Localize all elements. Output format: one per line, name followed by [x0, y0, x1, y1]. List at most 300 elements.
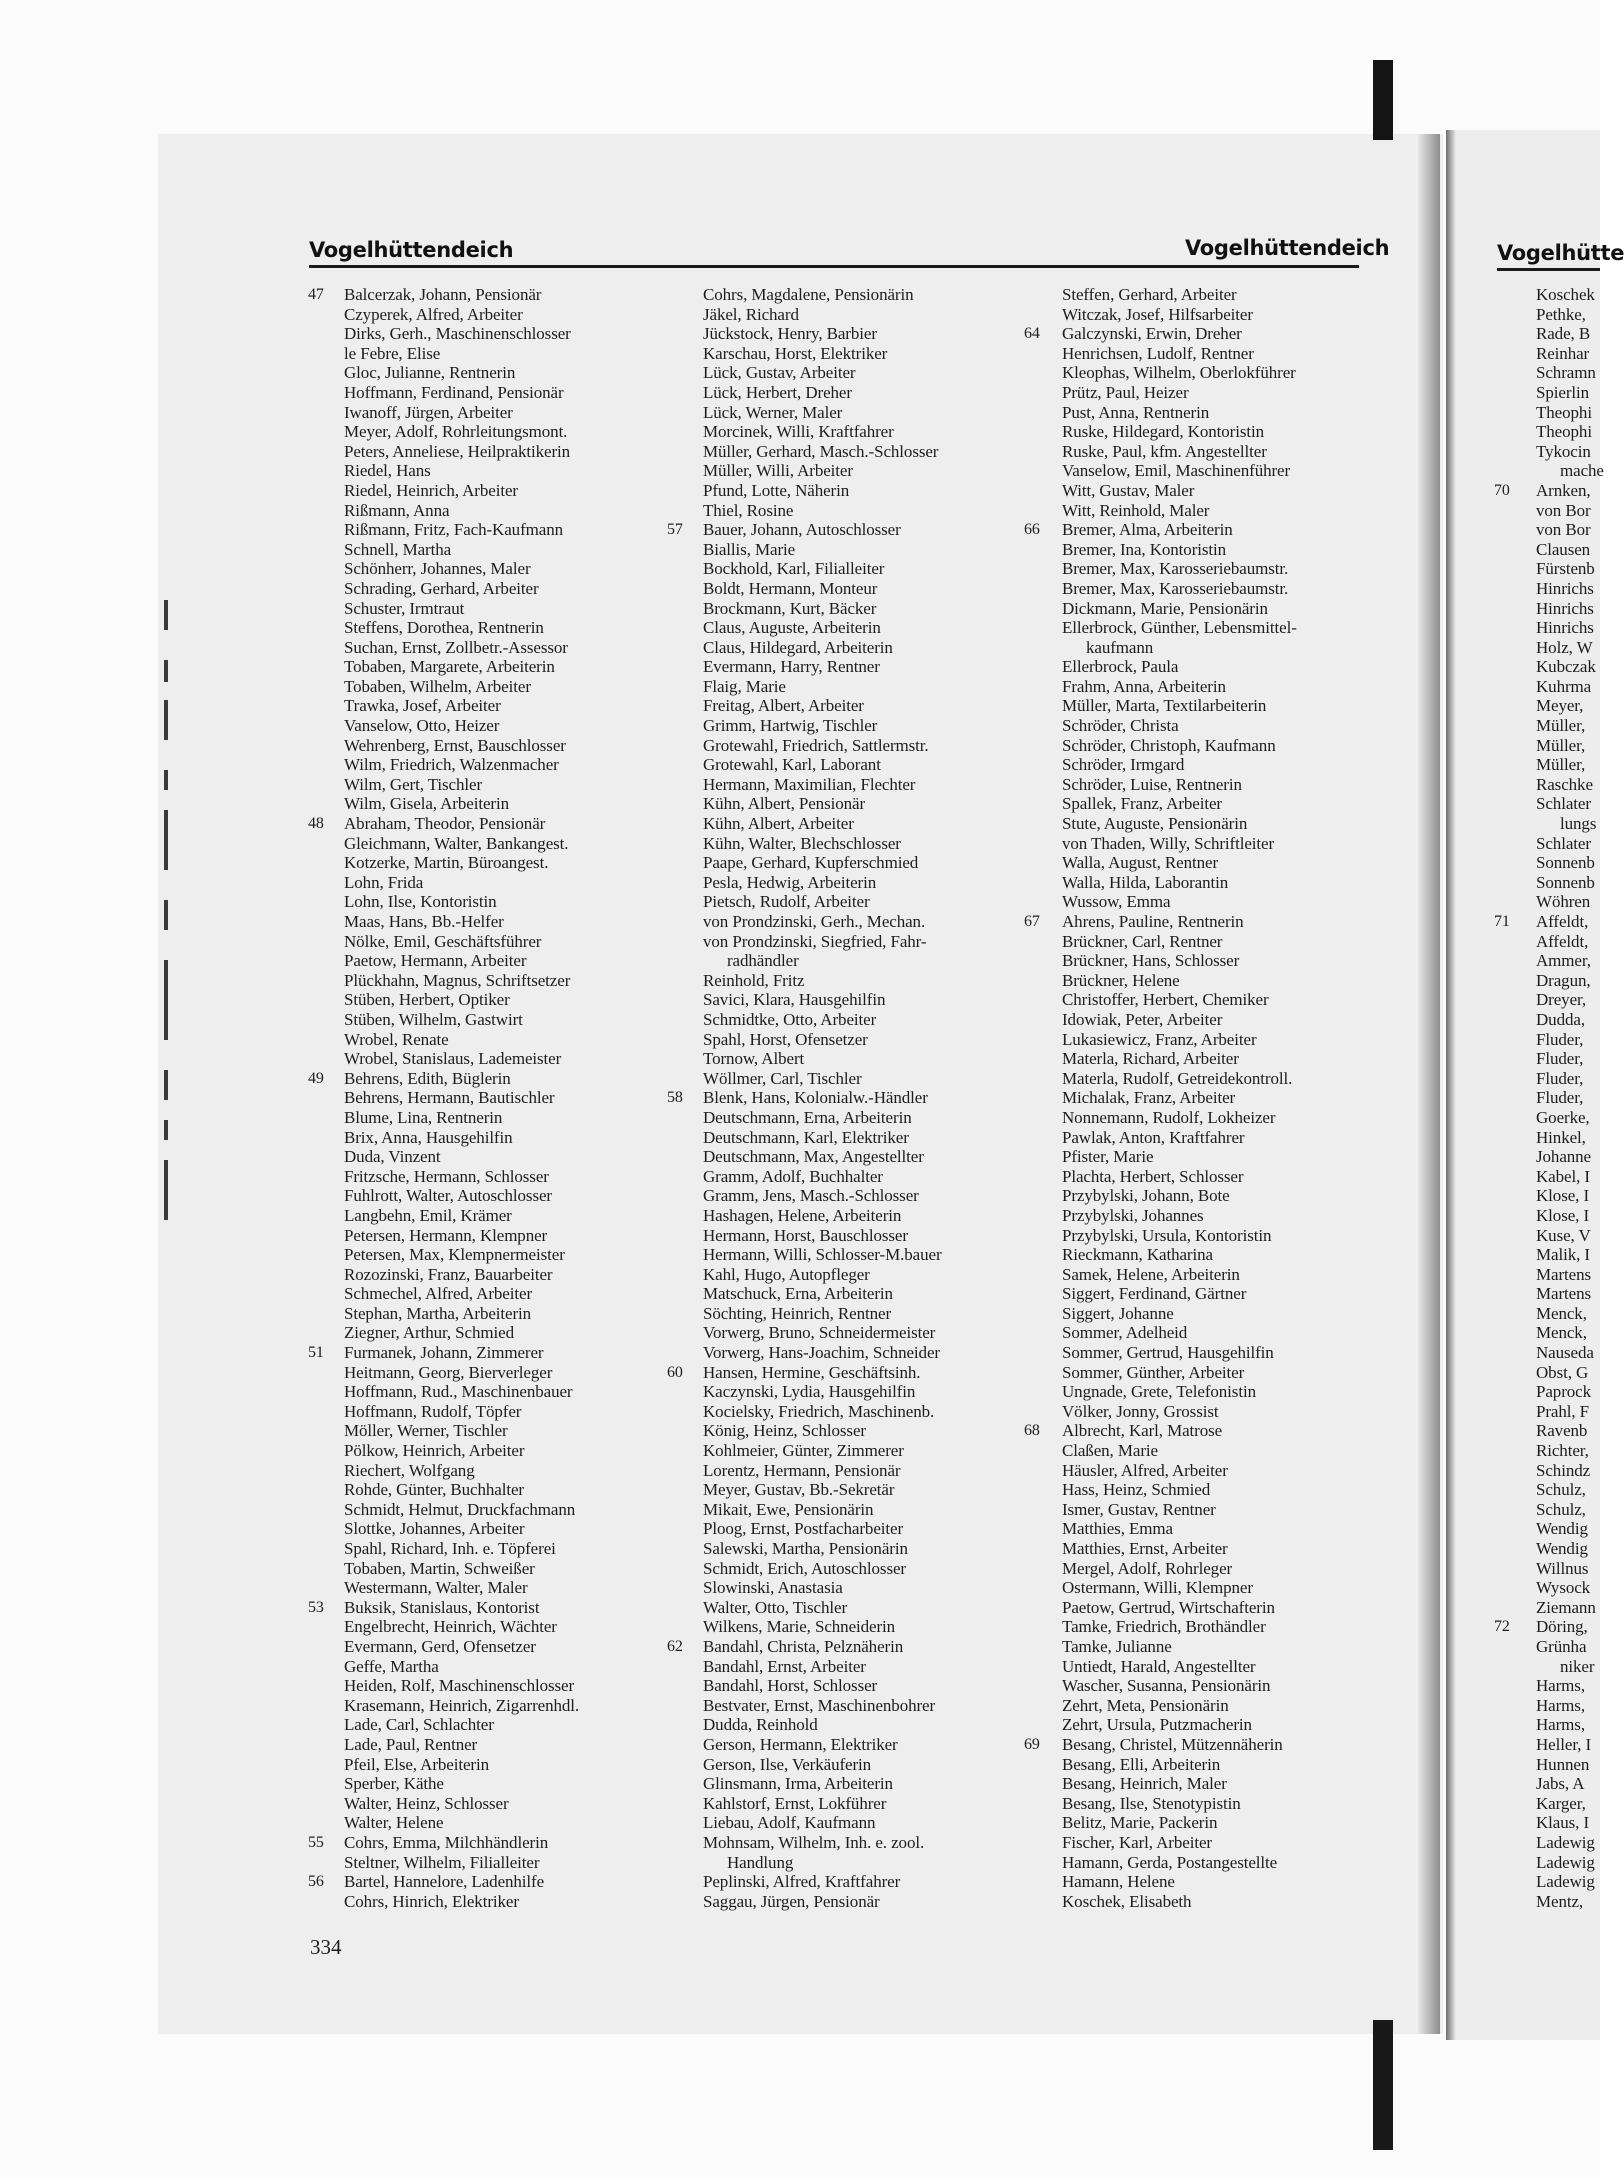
page-number: 334 [310, 1935, 342, 1959]
resident-text: Fluder, [1536, 1049, 1584, 1069]
resident-text: Bandahl, Christa, Pelznäherin [703, 1636, 904, 1656]
resident-text: Dudda, Reinhold [703, 1715, 818, 1735]
resident-text: Glinsmann, Irma, Arbeiterin [703, 1774, 893, 1794]
resident-text: Rißmann, Anna [344, 500, 450, 520]
house-number: 49 [308, 1069, 324, 1087]
resident-text: Engelbrecht, Heinrich, Wächter [344, 1617, 557, 1637]
resident-text: Koschek [1536, 285, 1595, 304]
resident-text: Bremer, Max, Karosseriebaumstr. [1062, 559, 1289, 579]
resident-text: Spierlin [1536, 382, 1590, 402]
resident-text: Riedel, Heinrich, Arbeiter [344, 480, 518, 500]
resident-text: Affeldt, [1536, 931, 1589, 951]
resident-text: Blume, Lina, Rentnerin [344, 1107, 503, 1127]
resident-text: Walter, Helene [344, 1813, 444, 1833]
resident-text: Ploog, Ernst, Postfacharbeiter [703, 1519, 904, 1539]
resident-text: Wussow, Emma [1062, 892, 1171, 912]
resident-text: von Prondzinski, Siegfried, Fahr- [703, 931, 927, 951]
resident-text: Söchting, Heinrich, Rentner [703, 1303, 892, 1323]
resident-text: Gloc, Julianne, Rentnerin [344, 363, 516, 383]
house-number: 51 [308, 1344, 324, 1362]
resident-text: Sonnenb [1536, 872, 1595, 892]
resident-text: Walla, Hilda, Laborantin [1062, 872, 1229, 892]
resident-text: Rieckmann, Katharina [1062, 1245, 1213, 1265]
resident-text: Siggert, Ferdinand, Gärtner [1062, 1284, 1247, 1304]
resident-text: kaufmann [1086, 637, 1154, 657]
resident-text: Reinhold, Fritz [703, 970, 805, 990]
resident-text: Kotzerke, Martin, Büroangest. [344, 853, 549, 873]
resident-text: Schulz, [1536, 1480, 1586, 1500]
house-number: 64 [1024, 325, 1040, 343]
resident-text: Besang, Heinrich, Maler [1062, 1774, 1227, 1794]
header-rule [309, 265, 1359, 268]
resident-text: Ellerbrock, Günther, Lebensmittel- [1062, 618, 1297, 638]
resident-text: Petersen, Hermann, Klempner [344, 1225, 548, 1245]
resident-text: Müller, Gerhard, Masch.-Schlosser [703, 441, 939, 461]
resident-text: Bremer, Max, Karosseriebaumstr. [1062, 578, 1289, 598]
house-number: 48 [308, 815, 324, 833]
resident-text: Bandahl, Horst, Schlosser [703, 1676, 878, 1696]
resident-text: Fürstenb [1536, 559, 1595, 579]
resident-text: Ismer, Gustav, Rentner [1062, 1499, 1216, 1519]
resident-text: Klaus, I [1536, 1813, 1590, 1833]
resident-text: Klose, I [1536, 1186, 1590, 1206]
resident-text: Müller, Marta, Textilarbeiterin [1062, 696, 1267, 716]
resident-text: Steffen, Gerhard, Arbeiter [1062, 285, 1237, 304]
resident-text: Ungnade, Grete, Telefonistin [1062, 1382, 1256, 1402]
resident-text: Schröder, Christa [1062, 716, 1179, 736]
resident-text: Kühn, Albert, Pensionär [703, 794, 866, 814]
resident-text: Clausen [1536, 539, 1591, 559]
resident-text: Wilkens, Marie, Schneiderin [703, 1617, 896, 1637]
resident-text: Prahl, F [1536, 1401, 1590, 1421]
resident-text: Schmechel, Alfred, Arbeiter [344, 1284, 533, 1304]
resident-text: Jabs, A [1536, 1774, 1585, 1794]
resident-text: Tobaben, Wilhelm, Arbeiter [344, 676, 531, 696]
house-number: 62 [667, 1637, 683, 1655]
resident-text: Materla, Richard, Arbeiter [1062, 1049, 1239, 1069]
resident-text: Hinrichs [1536, 598, 1594, 618]
resident-text: Langbehn, Emil, Krämer [344, 1205, 512, 1225]
resident-text: Pesla, Hedwig, Arbeiterin [703, 872, 877, 892]
resident-text: Kubczak [1536, 657, 1596, 677]
resident-text: Biallis, Marie [703, 539, 796, 559]
resident-text: Frahm, Anna, Arbeiterin [1062, 676, 1226, 696]
resident-text: Fluder, [1536, 1088, 1584, 1108]
resident-text: Malik, I [1536, 1245, 1590, 1265]
resident-text: Wilm, Gert, Tischler [344, 774, 483, 794]
resident-text: Henrichsen, Ludolf, Rentner [1062, 343, 1254, 363]
resident-text: Harms, [1536, 1695, 1585, 1715]
resident-text: Schröder, Irmgard [1062, 755, 1185, 775]
resident-text: Meyer, [1536, 696, 1584, 716]
house-number: 68 [1024, 1422, 1040, 1440]
resident-text: Gramm, Jens, Masch.-Schlosser [703, 1186, 919, 1206]
resident-text: Wrobel, Renate [344, 1029, 449, 1049]
resident-text: Ellerbrock, Paula [1062, 657, 1179, 677]
resident-text: Stephan, Martha, Arbeiterin [344, 1303, 532, 1323]
resident-text: Hass, Heinz, Schmied [1062, 1480, 1211, 1500]
resident-text: Obst, G [1536, 1362, 1589, 1382]
resident-text: Pölkow, Heinrich, Arbeiter [344, 1441, 525, 1461]
resident-text: Grotewahl, Karl, Laborant [703, 755, 881, 775]
resident-text: Dickmann, Marie, Pensionärin [1062, 598, 1268, 618]
resident-text: Bremer, Ina, Kontoristin [1062, 539, 1227, 559]
resident-text: Trawka, Josef, Arbeiter [344, 696, 501, 716]
resident-text: Ladewig [1536, 1872, 1595, 1892]
resident-text: Albrecht, Karl, Matrose [1062, 1421, 1223, 1441]
resident-text: Kleophas, Wilhelm, Oberlokführer [1062, 363, 1296, 383]
resident-text: Jäkel, Richard [703, 304, 799, 324]
resident-text: Pfeil, Else, Arbeiterin [344, 1754, 489, 1774]
resident-text: Pfister, Marie [1062, 1147, 1154, 1167]
resident-text: Geffe, Martha [344, 1656, 439, 1676]
resident-text: Balcerzak, Johann, Pensionär [344, 285, 542, 304]
resident-text: Schuster, Irmtraut [344, 598, 465, 618]
resident-text: Tykocin [1536, 441, 1591, 461]
resident-text: Gerson, Hermann, Elektriker [703, 1734, 898, 1754]
resident-text: Spallek, Franz, Arbeiter [1062, 794, 1222, 814]
resident-text: Holz, W [1536, 637, 1593, 657]
resident-text: Matschuck, Erna, Arbeiterin [703, 1284, 893, 1304]
resident-text: Cohrs, Emma, Milchhändlerin [344, 1832, 549, 1852]
resident-text: Pfund, Lotte, Näherin [703, 480, 850, 500]
resident-text: Heiden, Rolf, Maschinenschlosser [344, 1676, 575, 1696]
resident-text: Vorwerg, Bruno, Schneidermeister [703, 1323, 936, 1343]
running-head-left: Vogelhüttendeich [309, 238, 514, 262]
resident-text: Matthies, Emma [1062, 1519, 1173, 1539]
resident-text: Theophi [1536, 402, 1592, 422]
resident-text: Fluder, [1536, 1029, 1584, 1049]
resident-text: Hoffmann, Ferdinand, Pensionär [344, 382, 564, 402]
resident-text: Koschek, Elisabeth [1062, 1891, 1192, 1911]
resident-text: Meyer, Adolf, Rohrleitungsmont. [344, 422, 568, 442]
resident-text: von Prondzinski, Gerh., Mechan. [703, 912, 926, 931]
resident-text: von Thaden, Willy, Schriftleiter [1062, 833, 1275, 853]
resident-text: Karschau, Horst, Elektriker [703, 343, 888, 363]
resident-text: Bandahl, Ernst, Arbeiter [703, 1656, 866, 1676]
resident-text: Dirks, Gerh., Maschinenschlosser [344, 324, 571, 344]
resident-text: Hinrichs [1536, 618, 1594, 638]
resident-text: Boldt, Hermann, Monteur [703, 578, 878, 598]
resident-text: Ziegner, Arthur, Schmied [344, 1323, 514, 1343]
resident-text: Pust, Anna, Rentnerin [1062, 402, 1210, 422]
resident-text: Matthies, Ernst, Arbeiter [1062, 1539, 1228, 1558]
resident-text: Wrobel, Stanislaus, Lademeister [344, 1049, 562, 1069]
resident-text: Heller, I [1536, 1734, 1592, 1754]
resident-text: Sommer, Gertrud, Hausgehilfin [1062, 1343, 1274, 1363]
resident-text: Müller, [1536, 716, 1586, 736]
resident-text: Bremer, Alma, Arbeiterin [1062, 520, 1233, 540]
resident-text: Schönherr, Johannes, Maler [344, 559, 531, 579]
resident-text: Behrens, Hermann, Bautischler [344, 1088, 555, 1108]
resident-text: Przybylski, Johannes [1062, 1205, 1204, 1225]
resident-text: Claßen, Marie [1062, 1441, 1158, 1461]
resident-text: Lade, Paul, Rentner [344, 1734, 478, 1754]
resident-text: Ruske, Paul, kfm. Angestellter [1062, 441, 1267, 461]
resident-text: Westermann, Walter, Maler [344, 1578, 528, 1598]
binding-strip-top [1373, 60, 1393, 140]
resident-text: Pawlak, Anton, Kraftfahrer [1062, 1127, 1245, 1147]
resident-text: Harms, [1536, 1715, 1585, 1735]
resident-text: Lück, Werner, Maler [703, 402, 843, 422]
resident-text: Klose, I [1536, 1205, 1590, 1225]
resident-text: Schröder, Luise, Rentnerin [1062, 774, 1242, 794]
resident-text: Kuhrma [1536, 676, 1592, 696]
resident-text: Sonnenb [1536, 853, 1595, 873]
resident-text: Pethke, [1536, 304, 1586, 324]
resident-text: Zehrt, Ursula, Putzmacherin [1062, 1715, 1252, 1735]
resident-text: Ruske, Hildegard, Kontoristin [1062, 422, 1265, 442]
resident-text: Müller, [1536, 755, 1586, 775]
resident-text: Plachta, Herbert, Schlosser [1062, 1166, 1244, 1186]
resident-text: Przybylski, Johann, Bote [1062, 1186, 1230, 1206]
resident-text: Wöhren [1536, 892, 1591, 912]
resident-text: Willnus [1536, 1558, 1589, 1578]
resident-text: Kabel, I [1536, 1166, 1590, 1186]
resident-text: Häusler, Alfred, Arbeiter [1062, 1460, 1228, 1480]
resident-text: Nonnemann, Rudolf, Lokheizer [1062, 1107, 1276, 1127]
resident-text: Paprock [1536, 1382, 1592, 1402]
resident-text: Goerke, [1536, 1107, 1590, 1127]
house-number: 55 [308, 1833, 324, 1851]
next-page-running-head: Vogelhütte [1497, 241, 1624, 265]
resident-text: Hinkel, [1536, 1127, 1586, 1147]
resident-text: Lohn, Frida [344, 872, 424, 892]
resident-text: Fritzsche, Hermann, Schlosser [344, 1166, 549, 1186]
resident-text: Schmidtke, Otto, Arbeiter [703, 1009, 877, 1029]
resident-text: Hamann, Gerda, Postangestellte [1062, 1852, 1278, 1872]
resident-text: Deutschmann, Max, Angestellter [703, 1147, 924, 1167]
resident-text: Reinhar [1536, 343, 1590, 363]
resident-text: Savici, Klara, Hausgehilfin [703, 990, 886, 1010]
resident-text: Schindz [1536, 1460, 1591, 1480]
resident-text: Gramm, Adolf, Buchhalter [703, 1166, 883, 1186]
resident-text: Mergel, Adolf, Rohrleger [1062, 1558, 1233, 1578]
resident-text: Lück, Herbert, Dreher [703, 382, 852, 402]
resident-text: Slowinski, Anastasia [703, 1578, 843, 1598]
resident-text: Stute, Auguste, Pensionärin [1062, 814, 1248, 834]
resident-text: König, Heinz, Schlosser [703, 1421, 866, 1441]
resident-text: Brückner, Helene [1062, 970, 1180, 990]
resident-text: Nölke, Emil, Geschäftsführer [344, 931, 542, 951]
resident-text: Ravenb [1536, 1421, 1588, 1441]
resident-text: Wehrenberg, Ernst, Bauschlosser [344, 735, 566, 755]
resident-text: Hansen, Hermine, Geschäftsinh. [703, 1362, 921, 1382]
resident-text: Bockhold, Karl, Filialleiter [703, 559, 885, 579]
resident-text: Lohn, Ilse, Kontoristin [344, 892, 497, 912]
running-head-right: Vogelhüttendeich [1185, 236, 1390, 260]
resident-text: Fluder, [1536, 1068, 1584, 1088]
resident-text: Wysock [1536, 1578, 1591, 1598]
resident-text: Cohrs, Magdalene, Pensionärin [703, 285, 914, 304]
resident-text: Bartel, Hannelore, Ladenhilfe [344, 1872, 545, 1892]
resident-text: Jückstock, Henry, Barbier [703, 324, 877, 344]
resident-text: Wilm, Gisela, Arbeiterin [344, 794, 509, 814]
resident-text: Petersen, Max, Klempnermeister [344, 1245, 565, 1265]
resident-text: Stüben, Wilhelm, Gastwirt [344, 1009, 523, 1029]
resident-text: Tornow, Albert [703, 1049, 805, 1069]
resident-text: Vorwerg, Hans-Joachim, Schneider [703, 1343, 940, 1363]
resident-text: Grünha [1536, 1636, 1587, 1656]
resident-text: Lück, Gustav, Arbeiter [703, 363, 856, 383]
resident-text: Kühn, Albert, Arbeiter [703, 814, 854, 834]
resident-text: Galczynski, Erwin, Dreher [1062, 324, 1242, 344]
resident-text: Walter, Otto, Tischler [703, 1597, 848, 1617]
resident-text: Brückner, Carl, Rentner [1062, 931, 1223, 951]
house-number: 53 [308, 1598, 324, 1616]
resident-text: Saggau, Jürgen, Pensionär [703, 1891, 880, 1911]
resident-text: Tamke, Friedrich, Brothändler [1062, 1617, 1266, 1637]
house-number: 57 [667, 521, 683, 539]
resident-text: Witt, Gustav, Maler [1062, 480, 1195, 500]
resident-text: Ladewig [1536, 1852, 1595, 1872]
resident-text: Paetow, Hermann, Arbeiter [344, 951, 527, 971]
resident-text: Schramn [1536, 363, 1596, 383]
resident-text: Hoffmann, Rud., Maschinenbauer [344, 1382, 573, 1402]
resident-text: Czyperek, Alfred, Arbeiter [344, 304, 523, 324]
page-gutter [1418, 134, 1440, 2034]
resident-text: Peters, Anneliese, Heilpraktikerin [344, 441, 571, 461]
resident-text: Materla, Rudolf, Getreidekontroll. [1062, 1068, 1293, 1088]
resident-text: Stüben, Herbert, Optiker [344, 990, 510, 1010]
resident-text: Hamann, Helene [1062, 1872, 1175, 1892]
resident-text: Liebau, Adolf, Kaufmann [703, 1813, 876, 1833]
resident-text: Menck, [1536, 1303, 1587, 1323]
resident-text: Behrens, Edith, Büglerin [344, 1068, 511, 1088]
resident-text: Duda, Vinzent [344, 1147, 441, 1167]
resident-text: Johanne [1536, 1147, 1592, 1167]
resident-text: Evermann, Gerd, Ofensetzer [344, 1636, 536, 1656]
resident-text: Flaig, Marie [703, 676, 786, 696]
resident-text: Fuhlrott, Walter, Autoschlosser [344, 1186, 552, 1206]
resident-text: Walter, Heinz, Schlosser [344, 1793, 509, 1813]
resident-text: Schulz, [1536, 1499, 1586, 1519]
resident-text: Vanselow, Emil, Maschinenführer [1062, 461, 1291, 481]
resident-text: Idowiak, Peter, Arbeiter [1062, 1009, 1223, 1029]
resident-text: Kahlstorf, Ernst, Lokführer [703, 1793, 887, 1813]
resident-text: Lorentz, Hermann, Pensionär [703, 1460, 901, 1480]
resident-text: Spahl, Richard, Inh. e. Töpferei [344, 1539, 556, 1558]
resident-text: Blenk, Hans, Kolonialw.-Händler [703, 1088, 928, 1108]
resident-text: Wascher, Susanna, Pensionärin [1062, 1676, 1271, 1696]
resident-text: Claus, Hildegard, Arbeiterin [703, 637, 893, 657]
resident-text: Karger, [1536, 1793, 1586, 1813]
resident-text: Hunnen [1536, 1754, 1590, 1774]
resident-text: Siggert, Johanne [1062, 1303, 1174, 1323]
resident-text: Christoffer, Herbert, Chemiker [1062, 990, 1269, 1010]
resident-text: Handlung [727, 1852, 794, 1872]
resident-text: Menck, [1536, 1323, 1587, 1343]
resident-text: Heitmann, Georg, Bierverleger [344, 1362, 553, 1382]
resident-text: Riechert, Wolfgang [344, 1460, 475, 1480]
resident-text: Schrading, Gerhard, Arbeiter [344, 578, 539, 598]
resident-text: Salewski, Martha, Pensionärin [703, 1539, 908, 1558]
resident-text: Dragun, [1536, 970, 1591, 990]
resident-text: Brückner, Hans, Schlosser [1062, 951, 1240, 971]
resident-text: Rißmann, Fritz, Fach-Kaufmann [344, 520, 563, 540]
resident-text: Zehrt, Meta, Pensionärin [1062, 1695, 1229, 1715]
house-number: 58 [667, 1089, 683, 1107]
resident-text: Völker, Jonny, Grossist [1062, 1401, 1219, 1421]
resident-text: Schmidt, Erich, Autoschlosser [703, 1558, 906, 1578]
resident-text: Bestvater, Ernst, Maschinenbohrer [703, 1695, 936, 1715]
resident-text: Meyer, Gustav, Bb.-Sekretär [703, 1480, 895, 1500]
resident-text: Martens [1536, 1284, 1592, 1304]
resident-text: Rohde, Günter, Buchhalter [344, 1480, 524, 1500]
resident-text: Hermann, Willi, Schlosser-M.bauer [703, 1245, 942, 1265]
resident-text: le Febre, Elise [344, 343, 441, 363]
resident-text: Ostermann, Willi, Klempner [1062, 1578, 1253, 1598]
resident-text: Claus, Auguste, Arbeiterin [703, 618, 881, 638]
resident-text: Untiedt, Harald, Angestellter [1062, 1656, 1256, 1676]
resident-text: Brockmann, Kurt, Bäcker [703, 598, 877, 618]
resident-text: Evermann, Harry, Rentner [703, 657, 880, 677]
resident-text: Harms, [1536, 1676, 1585, 1696]
resident-text: Prütz, Paul, Heizer [1062, 382, 1189, 402]
resident-text: Schröder, Christoph, Kaufmann [1062, 735, 1276, 755]
resident-text: Abraham, Theodor, Pensionär [344, 814, 546, 834]
resident-text: Freitag, Albert, Arbeiter [703, 696, 864, 716]
resident-text: Tamke, Julianne [1062, 1636, 1172, 1656]
resident-text: Walla, August, Rentner [1062, 853, 1219, 873]
house-number: 47 [308, 286, 324, 303]
resident-text: Grimm, Hartwig, Tischler [703, 716, 878, 736]
resident-text: Kühn, Walter, Blechschlosser [703, 833, 901, 853]
resident-text: Riedel, Hans [344, 461, 431, 481]
resident-text: Bauer, Johann, Autoschlosser [703, 520, 901, 540]
resident-text: Grotewahl, Friedrich, Sattlermstr. [703, 735, 929, 755]
resident-text: Rade, B [1536, 324, 1591, 344]
resident-text: Sommer, Adelheid [1062, 1323, 1188, 1343]
resident-text: Hermann, Horst, Bauschlosser [703, 1225, 908, 1245]
resident-text: Ammer, [1536, 951, 1591, 971]
resident-text: Arnken, [1536, 480, 1591, 500]
resident-text: Kohlmeier, Günter, Zimmerer [703, 1441, 904, 1461]
resident-text: Deutschmann, Erna, Arbeiterin [703, 1107, 912, 1127]
resident-text: Przybylski, Ursula, Kontoristin [1062, 1225, 1272, 1245]
resident-text: Buksik, Stanislaus, Kontorist [344, 1597, 540, 1617]
resident-text: Schmidt, Helmut, Druckfachmann [344, 1499, 576, 1519]
resident-text: Maas, Hans, Bb.-Helfer [344, 912, 504, 931]
resident-text: Furmanek, Johann, Zimmerer [344, 1343, 544, 1363]
resident-text: von Bor [1536, 520, 1591, 540]
resident-text: Samek, Helene, Arbeiterin [1062, 1264, 1240, 1284]
resident-text: Hermann, Maximilian, Flechter [703, 774, 916, 794]
resident-text: Mikait, Ewe, Pensionärin [703, 1499, 874, 1519]
resident-text: Kaczynski, Lydia, Hausgehilfin [703, 1382, 916, 1402]
resident-text: Kuse, V [1536, 1225, 1591, 1245]
resident-text: Spahl, Horst, Ofensetzer [703, 1029, 868, 1049]
resident-text: Brix, Anna, Hausgehilfin [344, 1127, 513, 1147]
resident-text: Besang, Elli, Arbeiterin [1062, 1754, 1221, 1774]
resident-text: Wilm, Friedrich, Walzenmacher [344, 755, 559, 775]
resident-text: Martens [1536, 1264, 1592, 1284]
resident-text: niker [1560, 1656, 1595, 1676]
resident-text: Mentz, [1536, 1891, 1584, 1911]
resident-text: Plückhahn, Magnus, Schriftsetzer [344, 970, 571, 990]
resident-text: Richter, [1536, 1441, 1589, 1461]
resident-text: Witczak, Josef, Hilfsarbeiter [1062, 304, 1253, 324]
resident-text: Vanselow, Otto, Heizer [344, 716, 500, 736]
resident-text: Sperber, Käthe [344, 1774, 444, 1794]
resident-text: Paape, Gerhard, Kupferschmied [703, 853, 919, 873]
resident-text: Suchan, Ernst, Zollbetr.-Assessor [344, 637, 568, 657]
house-number: 71 [1494, 913, 1510, 930]
resident-text: Ahrens, Pauline, Rentnerin [1062, 912, 1244, 931]
resident-text: Krasemann, Heinrich, Zigarrenhdl. [344, 1695, 580, 1715]
resident-text: Besang, Christel, Mützennäherin [1062, 1734, 1283, 1754]
resident-text: Hashagen, Helene, Arbeiterin [703, 1205, 902, 1225]
